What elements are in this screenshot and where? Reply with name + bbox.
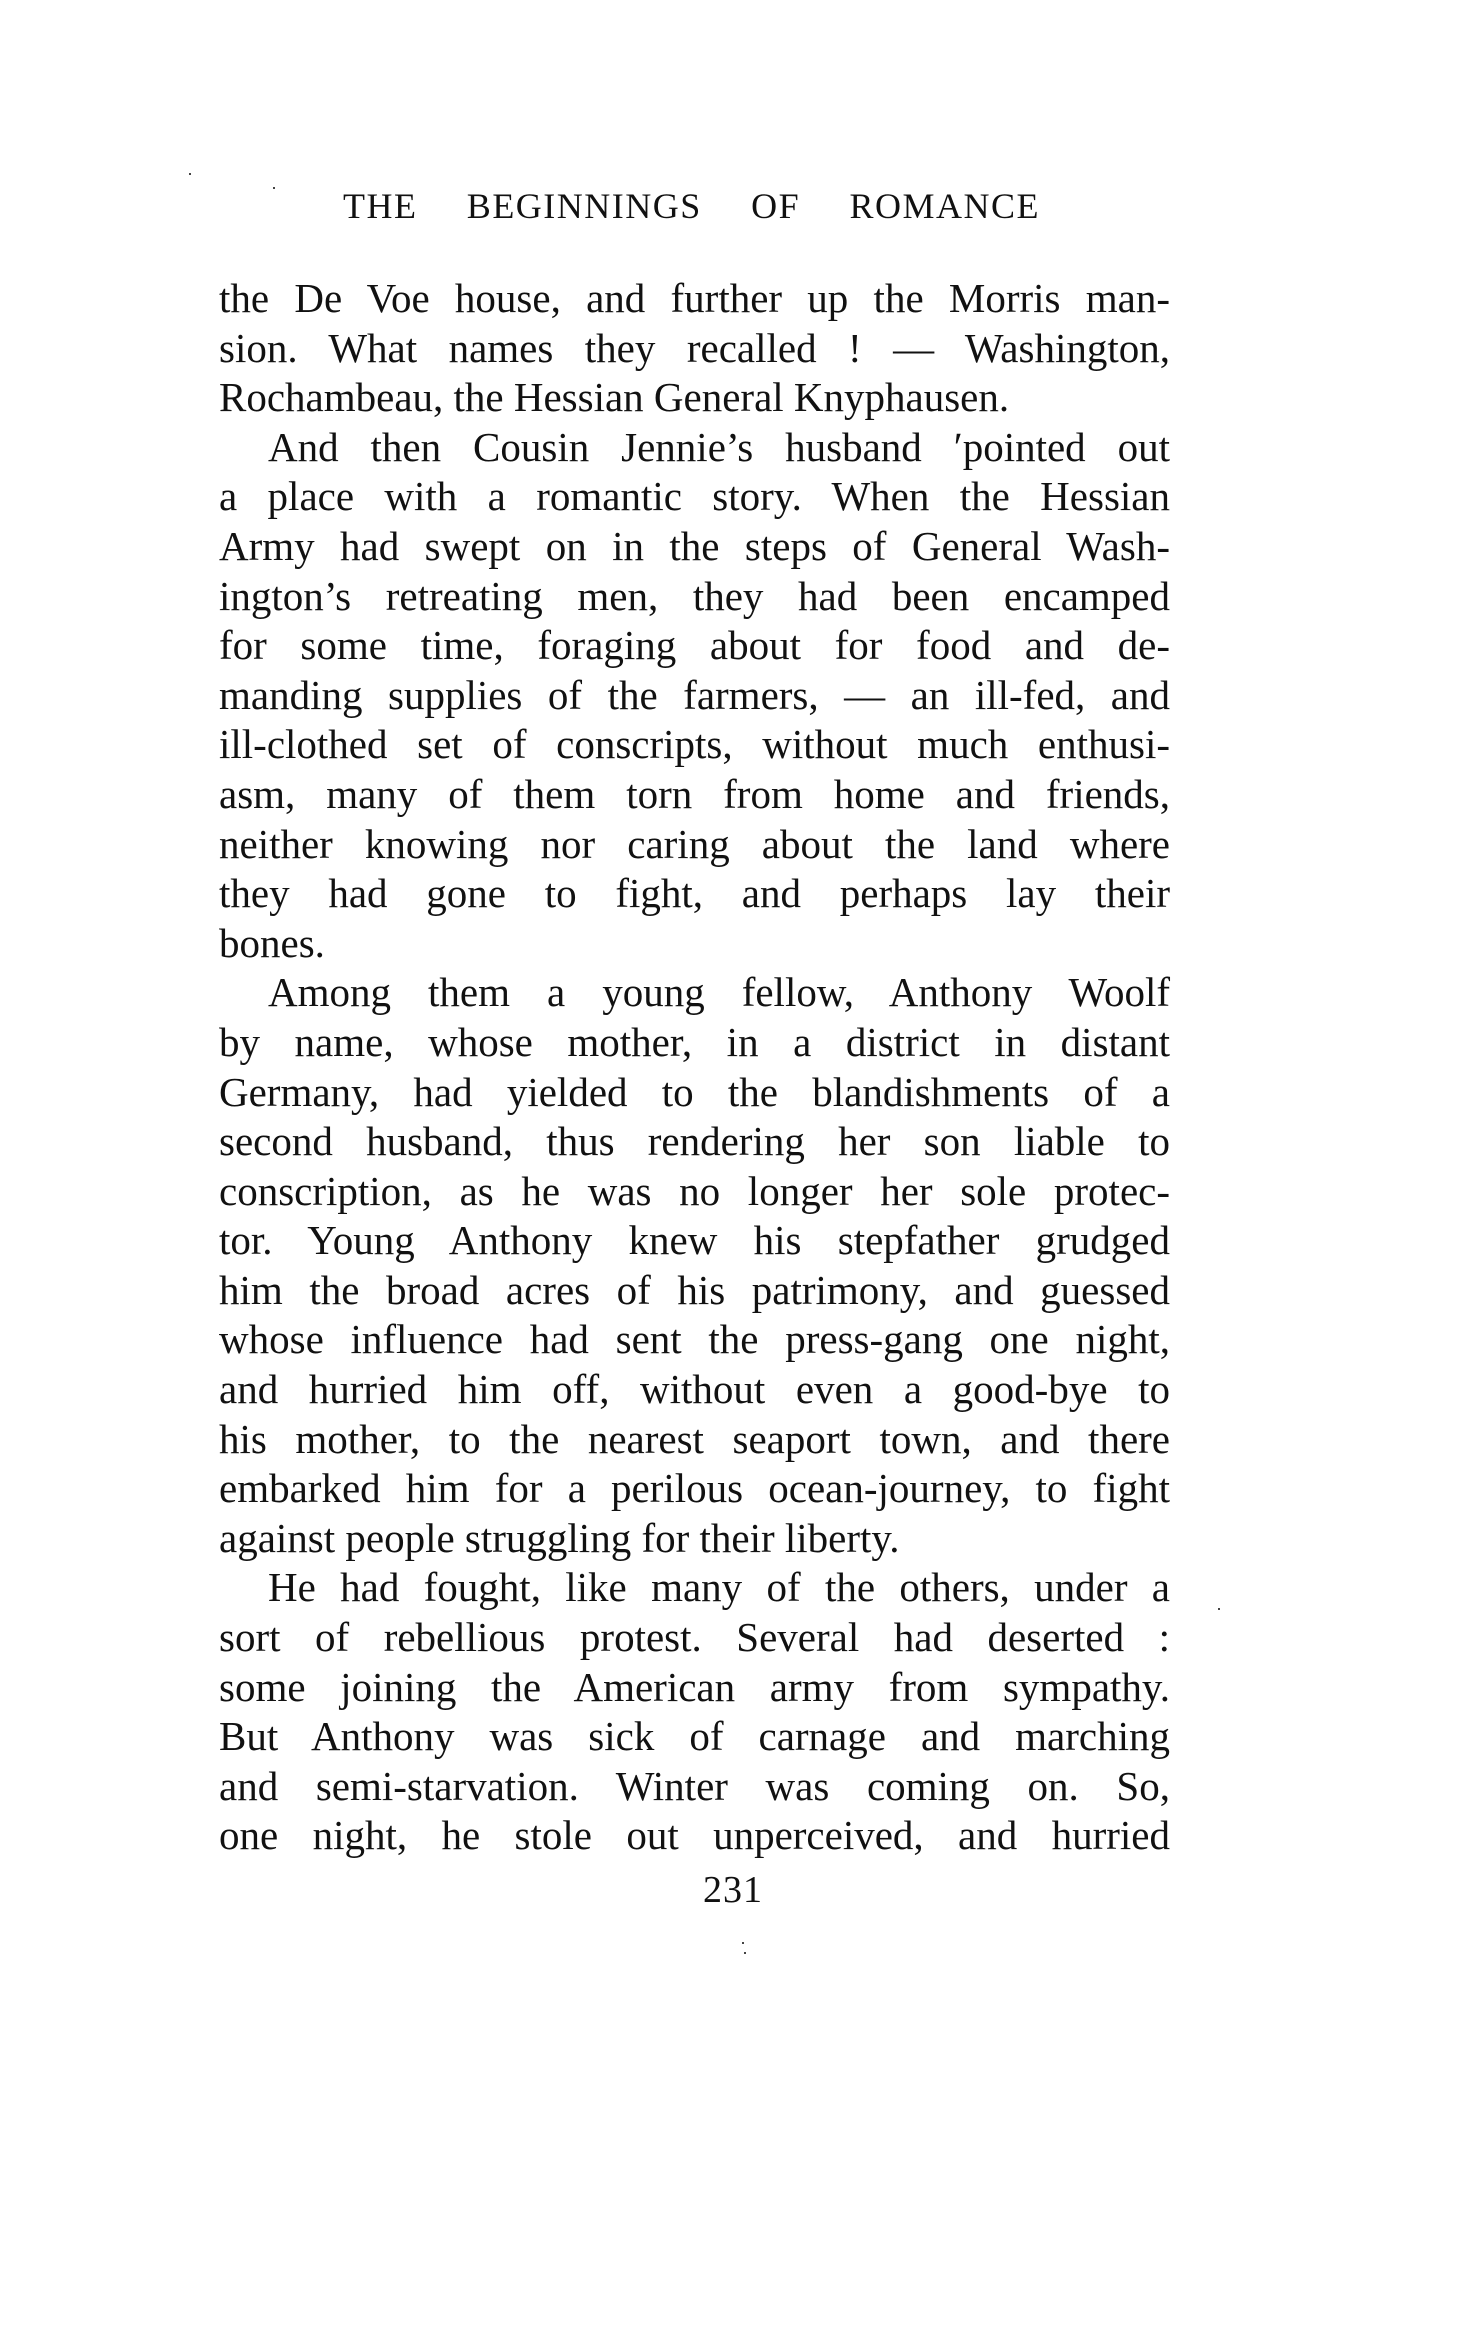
text-line: sion. What names they recalled ! — Washington, <box>219 324 1170 371</box>
text-line: and hurried him off, without even a good-bye to <box>219 1366 1170 1413</box>
scan-speck <box>189 173 191 175</box>
scan-speck <box>742 1942 744 1944</box>
text-line: against people struggling for their liberty. <box>219 1514 900 1561</box>
text-line: Army had swept on in the steps of General Wash- <box>219 522 1170 569</box>
text-line: ington’s retreating men, they had been encamped <box>219 572 1170 619</box>
text-line: him the broad acres of his patrimony, and guessed <box>219 1266 1170 1313</box>
body-text <box>219 274 1170 1861</box>
text-line: sort of rebellious protest. Several had deserted : <box>219 1614 1170 1661</box>
text-line: for some time, foraging about for food and de- <box>219 622 1170 669</box>
text-line: one night, he stole out unperceived, and hurried <box>219 1812 1170 1859</box>
text-line: manding supplies of the farmers, — an ill-fed, and <box>219 671 1170 718</box>
text-line: Germany, had yielded to the blandishments of a <box>219 1068 1170 1115</box>
text-line: his mother, to the nearest seaport town, and there <box>219 1415 1170 1462</box>
text-line: some joining the American army from sympathy. <box>219 1663 1170 1710</box>
scan-speck <box>744 1952 746 1954</box>
text-line: they had gone to fight, and perhaps lay their <box>219 870 1170 917</box>
scan-speck <box>273 187 275 189</box>
text-line: by name, whose mother, in a district in distant <box>219 1018 1170 1065</box>
text-line: asm, many of them torn from home and friends, <box>219 770 1170 817</box>
text-line: Rochambeau, the Hessian General Knyphausen. <box>219 374 1010 421</box>
paragraph-first-line: He had fought, like many of the others, under a <box>268 1564 1170 1611</box>
text-line: tor. Young Anthony knew his stepfather grudged <box>219 1217 1170 1264</box>
text-line: whose influence had sent the press-gang one night, <box>219 1316 1170 1363</box>
paragraph-first-line: And then Cousin Jennie’s husband ʹpointed out <box>268 423 1170 470</box>
page-number: 231 <box>703 1869 763 1911</box>
running-head: THE BEGINNINGS OF ROMANCE <box>343 186 1040 226</box>
text-line: a place with a romantic story. When the Hessian <box>219 473 1170 520</box>
text-line: ill-clothed set of conscripts, without much enthusi- <box>219 721 1170 768</box>
text-line: and semi-starvation. Winter was coming on. So, <box>219 1762 1170 1809</box>
text-line: bones. <box>219 919 325 966</box>
text-line: neither knowing nor caring about the land where <box>219 820 1170 867</box>
text-line: But Anthony was sick of carnage and marching <box>219 1713 1170 1760</box>
text-line: conscription, as he was no longer her sole protec- <box>219 1167 1170 1214</box>
text-line: the De Voe house, and further up the Morris man- <box>219 275 1170 321</box>
paragraph-first-line: Among them a young fellow, Anthony Woolf <box>268 969 1170 1016</box>
text-line: second husband, thus rendering her son liable to <box>219 1118 1170 1165</box>
scan-speck <box>1218 1608 1220 1610</box>
text-line: embarked him for a perilous ocean-journey, to fight <box>219 1465 1170 1512</box>
